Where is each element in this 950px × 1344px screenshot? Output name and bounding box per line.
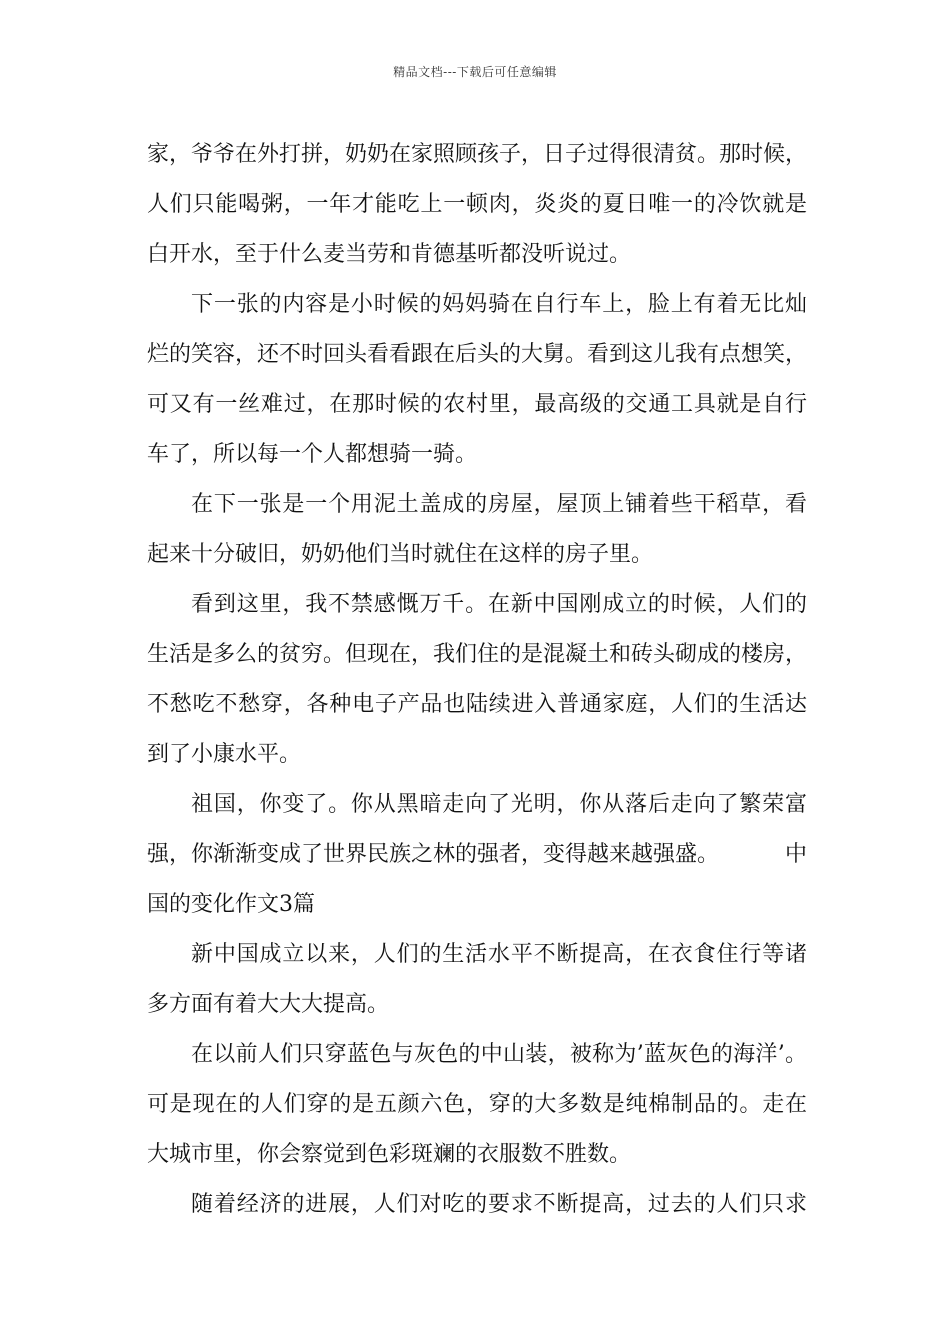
text-line: 不愁吃不愁穿，各种电子产品也陆续进入普通家庭，人们的生活达	[147, 692, 807, 717]
text-line	[147, 830, 807, 880]
text-line: 在以前人们只穿蓝色与灰色的中山装，被称为’蓝灰色的海洋’。	[191, 1042, 807, 1067]
text-line: 白开水，至于什么麦当劳和肯德基听都没听说过。	[147, 242, 632, 267]
text-line-tail: 中	[784, 842, 807, 867]
text-line: 可又有一丝难过，在那时候的农村里，最高级的交通工具就是自行	[147, 392, 807, 417]
text-line: 国的变化作文3篇	[147, 892, 315, 917]
text-line-main: 强，你渐渐变成了世界民族之林的强者，变得越来越强盛。	[147, 842, 720, 867]
text-line: 人们只能喝粥，一年才能吃上一顿肉，炎炎的夏日唯一的冷饮就是	[147, 192, 807, 217]
text-line: 到了小康水平。	[147, 742, 302, 767]
text-line: 烂的笑容，还不时回头看看跟在后头的大舅。看到这儿我有点想笑，	[147, 342, 808, 367]
text-line: 在下一张是一个用泥土盖成的房屋，屋顶上铺着些干稻草，看	[191, 492, 807, 517]
text-line: 随着经济的进展，人们对吃的要求不断提高，过去的人们只求	[191, 1192, 807, 1217]
text-line: 起来十分破旧，奶奶他们当时就住在这样的房子里。	[147, 542, 654, 567]
text-line: 可是现在的人们穿的是五颜六色，穿的大多数是纯棉制品的。走在	[147, 1092, 807, 1117]
text-line: 看到这里，我不禁感慨万千。在新中国刚成立的时候，人们的	[191, 592, 807, 617]
text-line: 祖国，你变了。你从黑暗走向了光明，你从落后走向了繁荣富	[191, 792, 807, 817]
body-text	[147, 130, 807, 1230]
text-line: 车了，所以每一个人都想骑一骑。	[147, 442, 478, 467]
text-line: 家，爷爷在外打拼，奶奶在家照顾孩子，日子过得很清贫。那时候，	[147, 142, 808, 167]
text-line: 新中国成立以来，人们的生活水平不断提高，在衣食住行等诸	[191, 942, 807, 967]
page-header: 精品文档---下载后可任意编辑	[393, 65, 557, 79]
text-line: 生活是多么的贫穷。但现在，我们住的是混凝土和砖头砌成的楼房，	[147, 642, 808, 667]
text-line: 多方面有着大大大提高。	[147, 992, 390, 1017]
text-line: 大城市里，你会察觉到色彩斑斓的衣服数不胜数。	[147, 1142, 632, 1167]
text-line: 下一张的内容是小时候的妈妈骑在自行车上，脸上有着无比灿	[191, 292, 807, 317]
